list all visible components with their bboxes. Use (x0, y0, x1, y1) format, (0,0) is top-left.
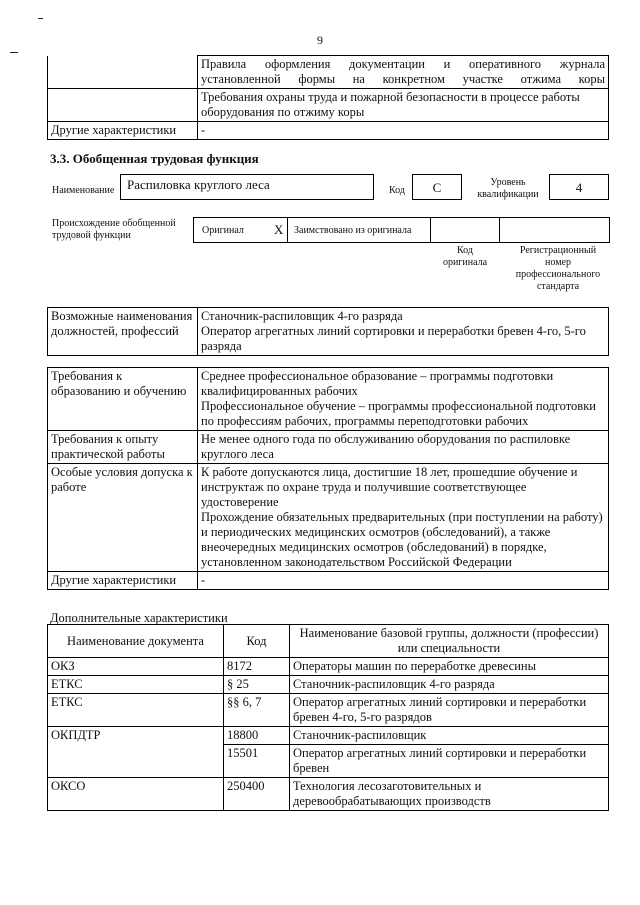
table-row (48, 464, 609, 572)
table-cell (48, 89, 198, 122)
margin-mark (38, 18, 43, 19)
code-cell: 18800 (224, 727, 290, 745)
table-row (48, 56, 609, 89)
code-cell: 8172 (224, 658, 290, 676)
code-cell: 15501 (224, 745, 290, 778)
additional-table (47, 624, 609, 811)
original-label: Оригинал (202, 225, 244, 236)
original-mark: X (274, 222, 284, 237)
code-label: Код (389, 185, 405, 196)
requirement-label: Особые условия допуска к работе (48, 464, 198, 572)
name-label: Наименование (52, 185, 115, 196)
table-row (48, 368, 609, 431)
doc-cell: ОКЗ (48, 658, 224, 676)
section-title: 3.3. Обобщенная трудовая функция (50, 151, 259, 166)
column-header: Наименование базовой группы, должности (профессии) или специальности (290, 625, 609, 658)
additional-title: Дополнительные характеристики (50, 611, 228, 625)
divider (499, 218, 500, 242)
name-value: Распиловка круглого леса (120, 174, 374, 200)
level-label: Уровень квалификации (477, 177, 539, 200)
table-cell: Другие характеристики (48, 122, 198, 140)
requirement-label: Требования к образованию и обучению (48, 368, 198, 431)
table-row (48, 727, 609, 745)
divider (287, 218, 288, 242)
requirements-table (47, 367, 609, 590)
table-row (48, 122, 609, 140)
code-value: C (412, 174, 462, 200)
requirement-item: Прохождение обязательных предварительных (при поступлении на работу) и периодических медицинских осмотров (обследований), а также внеочередных медицинских осмотров (обследований) в порядке, установленном законодательством Российской Федерации (201, 510, 603, 569)
code-cell: §§ 6, 7 (224, 694, 290, 727)
name-cell: Станочник-распиловщик (290, 727, 609, 745)
code-cell: 250400 (224, 778, 290, 811)
doc-cell: ЕТКС (48, 676, 224, 694)
code-caption: Код оригинала (442, 245, 488, 268)
column-header: Наименование документа (48, 625, 224, 658)
code-cell: § 25 (224, 676, 290, 694)
origin-boxes (193, 217, 610, 243)
position-item: Станочник-распиловщик 4-го разряда (201, 309, 403, 323)
table-row (48, 89, 609, 122)
requirement-item: Не менее одного года по обслуживанию оборудования по распиловке круглого леса (201, 432, 571, 461)
table-row (48, 431, 609, 464)
page-number: 9 (317, 33, 323, 47)
name-cell: Операторы машин по переработке древесины (290, 658, 609, 676)
table-cell: - (198, 122, 609, 140)
positions-values (198, 308, 609, 356)
requirement-values (198, 368, 609, 431)
table-row (48, 676, 609, 694)
name-cell: Технология лесозаготовительных и деревообрабатывающих производств (290, 778, 609, 811)
margin-mark (10, 52, 18, 53)
name-cell: Станочник-распиловщик 4-го разряда (290, 676, 609, 694)
divider (430, 218, 431, 242)
positions-label: Возможные наименования должностей, профессий (48, 308, 198, 356)
doc-cell: ОКСО (48, 778, 224, 811)
column-header: Код (224, 625, 290, 658)
top-table (47, 55, 609, 140)
positions-table (47, 307, 609, 356)
requirement-item: Профессиональное обучение – программы профессиональной подготовки по профессиям рабочих, программы переподготовки рабочих (201, 399, 596, 428)
table-row (48, 658, 609, 676)
requirement-values (198, 572, 609, 590)
requirement-item: - (201, 573, 206, 587)
table-cell (48, 56, 198, 89)
table-row (48, 694, 609, 727)
requirement-values (198, 464, 609, 572)
requirement-label: Требования к опыту практической работы (48, 431, 198, 464)
doc-cell: ЕТКС (48, 694, 224, 727)
table-cell: Правила оформления документации и оперативного журнала установленной формы на конкретном участке отжима коры (198, 56, 609, 89)
name-cell: Оператор агрегатных линий сортировки и переработки бревен (290, 745, 609, 778)
table-row (48, 308, 609, 356)
requirement-values (198, 431, 609, 464)
table-cell: Требования охраны труда и пожарной безопасности в процессе работы оборудования по отжиму коры (198, 89, 609, 122)
doc-cell: ОКПДТР (48, 727, 224, 778)
table-row (48, 572, 609, 590)
requirement-item: Среднее профессиональное образование – программы подготовки квалифицированных рабочих (201, 369, 554, 398)
origin-label: Происхождение обобщенной трудовой функции (52, 218, 176, 241)
level-value: 4 (549, 174, 609, 200)
reg-caption: Регистрационный номер профессионального стандарта (515, 245, 601, 292)
name-cell: Оператор агрегатных линий сортировки и переработки бревен 4-го, 5-го разрядов (290, 694, 609, 727)
table-row (48, 778, 609, 811)
position-item: Оператор агрегатных линий сортировки и переработки бревен 4-го, 5-го разряда (201, 324, 586, 353)
requirement-label: Другие характеристики (48, 572, 198, 590)
table-header-row (48, 625, 609, 658)
borrowed-label: Заимствовано из оригинала (294, 225, 412, 236)
requirement-item: К работе допускаются лица, достигшие 18 лет, прошедшие обучение и инструктаж по охране труда и получившие соответствующее удостоверение (201, 465, 578, 509)
